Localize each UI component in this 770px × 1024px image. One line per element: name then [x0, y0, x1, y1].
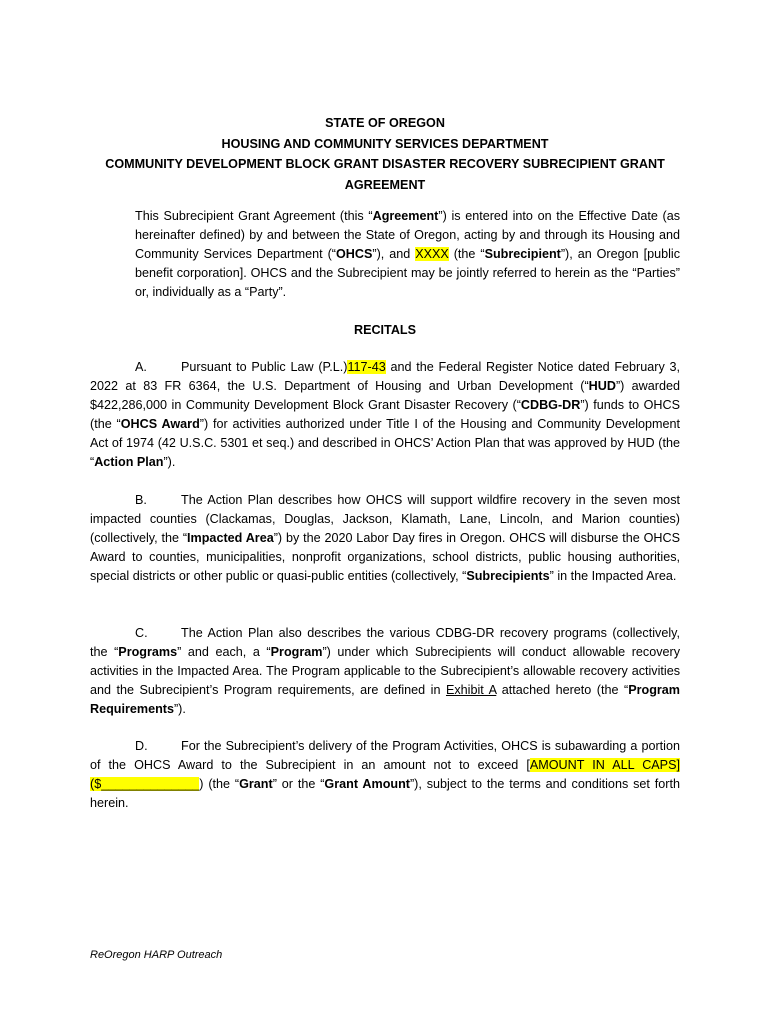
recital-b	[90, 491, 680, 586]
recital-c-text-2: ” and each, a “	[177, 645, 271, 659]
intro-paragraph	[90, 207, 680, 302]
term-program-requirements: Program Requirements	[90, 683, 680, 716]
intro-text-1: This Subrecipient Grant Agreement (this “	[135, 209, 373, 223]
term-impacted-area: Impacted Area	[187, 531, 274, 545]
recital-a	[90, 358, 680, 472]
recital-d	[90, 737, 680, 813]
recital-c	[90, 624, 680, 719]
heading-department: HOUSING AND COMMUNITY SERVICES DEPARTMENT	[221, 136, 549, 151]
term-ohcs: OHCS	[336, 247, 373, 261]
recital-b-label: B.	[135, 493, 147, 507]
term-grant-amount: Grant Amount	[324, 777, 410, 791]
intro-text-3: ”), and	[372, 247, 416, 261]
recital-b-text-1: The Action Plan describes how OHCS will support wildfire recovery in the seven most impacted counties (Clackamas, Douglas, Jackson, Klamath, Lane, Lincoln, and Marion counties) (collectively, the “	[90, 493, 680, 545]
placeholder-public-law: 117-43	[347, 360, 386, 374]
recital-b-text-2: ”) by the 2020 Labor Day fires in Oregon. OHCS will disburse the OHCS Award to counties, municipalities, nonprofit organizations, school districts, public housing authorities, special districts or other public or quasi-public entities (collectively, “	[90, 531, 680, 583]
recital-a-text-5: ”) for activities authorized under Title I of the Housing and Community Development Act of 1974 (42 U.S.C. 5301 et seq.) and described in OHCS’ Action Plan that was approved by HUD (the “	[90, 417, 680, 469]
term-subrecipients: Subrecipients	[466, 569, 550, 583]
intro-text-2: ”) is entered into on the Effective Date (as hereinafter defined) by and between the State of Oregon, acting by and through its Housing and Community Services Department (“	[135, 209, 680, 261]
heading-title-cont: AGREEMENT	[344, 177, 426, 192]
heading-title: COMMUNITY DEVELOPMENT BLOCK GRANT DISASTER RECOVERY SUBRECIPIENT GRANT	[105, 157, 665, 171]
recital-c-label: C.	[135, 626, 148, 640]
term-ohcs-award: OHCS Award	[120, 417, 200, 431]
recital-d-text-3: ” or the “	[272, 777, 325, 791]
placeholder-grant-amount: AMOUNT IN ALL CAPS] ($______________	[90, 758, 680, 791]
term-hud: HUD	[588, 379, 616, 393]
recitals-heading: RECITALS	[353, 323, 417, 337]
recital-a-label: A.	[135, 360, 147, 374]
recital-c-text-4: attached hereto (the “	[496, 683, 629, 697]
term-action-plan: Action Plan	[94, 455, 164, 469]
recital-d-text-4: ”), subject to the terms and conditions set forth herein.	[90, 777, 680, 810]
recital-c-text-3: ”) under which Subrecipients will conduct allowable recovery activities in the Impacted Area. The Program applicable to the Subrecipient’s allowable recovery activities and the Subrecipient’s Program requirements, are defined in	[90, 645, 681, 697]
term-program: Program	[270, 645, 323, 659]
exhibit-a-reference: Exhibit A	[445, 683, 497, 697]
document-heading	[90, 113, 680, 195]
recital-c-text-5: ”).	[173, 702, 186, 716]
recital-d-text-1: For the Subrecipient’s delivery of the Program Activities, OHCS is subawarding a portion of the OHCS Award to the Subrecipient in an amount not to exceed [	[90, 739, 680, 772]
intro-text-4: (the “	[448, 247, 485, 261]
recital-a-text-3: ”) awarded $422,286,000 in Community Development Block Grant Disaster Recovery (“	[90, 379, 680, 412]
placeholder-subrecipient-name: XXXX	[415, 247, 449, 261]
recital-d-label: D.	[135, 739, 148, 753]
term-grant: Grant	[239, 777, 273, 791]
term-agreement: Agreement	[372, 209, 439, 223]
term-cdbg-dr: CDBG-DR	[520, 398, 581, 412]
term-programs: Programs	[118, 645, 178, 659]
recital-b-text-3: ” in the Impacted Area.	[549, 569, 677, 583]
recital-d-text-2: ) (the “	[199, 777, 240, 791]
recital-a-text-4: ”) funds to OHCS (the “	[90, 398, 680, 431]
intro-text-5: ”), an Oregon [public benefit corporation]. OHCS and the Subrecipient may be jointly referred to herein as the “Parties” or, individually as a “Party”.	[135, 247, 680, 299]
heading-state: STATE OF OREGON	[325, 116, 445, 130]
page-footer: ReOregon HARP Outreach	[90, 949, 223, 961]
recital-a-text-6: ”).	[163, 455, 176, 469]
recital-c-text-1: The Action Plan also describes the various CDBG-DR recovery programs (collectively, the “	[90, 626, 680, 659]
term-subrecipient: Subrecipient	[484, 247, 561, 261]
recital-a-text-2: and the Federal Register Notice dated February 3, 2022 at 83 FR 6364, the U.S. Department of Housing and Urban Development (“	[90, 360, 680, 393]
recital-a-text-1: Pursuant to Public Law (P.L.)	[181, 360, 348, 374]
